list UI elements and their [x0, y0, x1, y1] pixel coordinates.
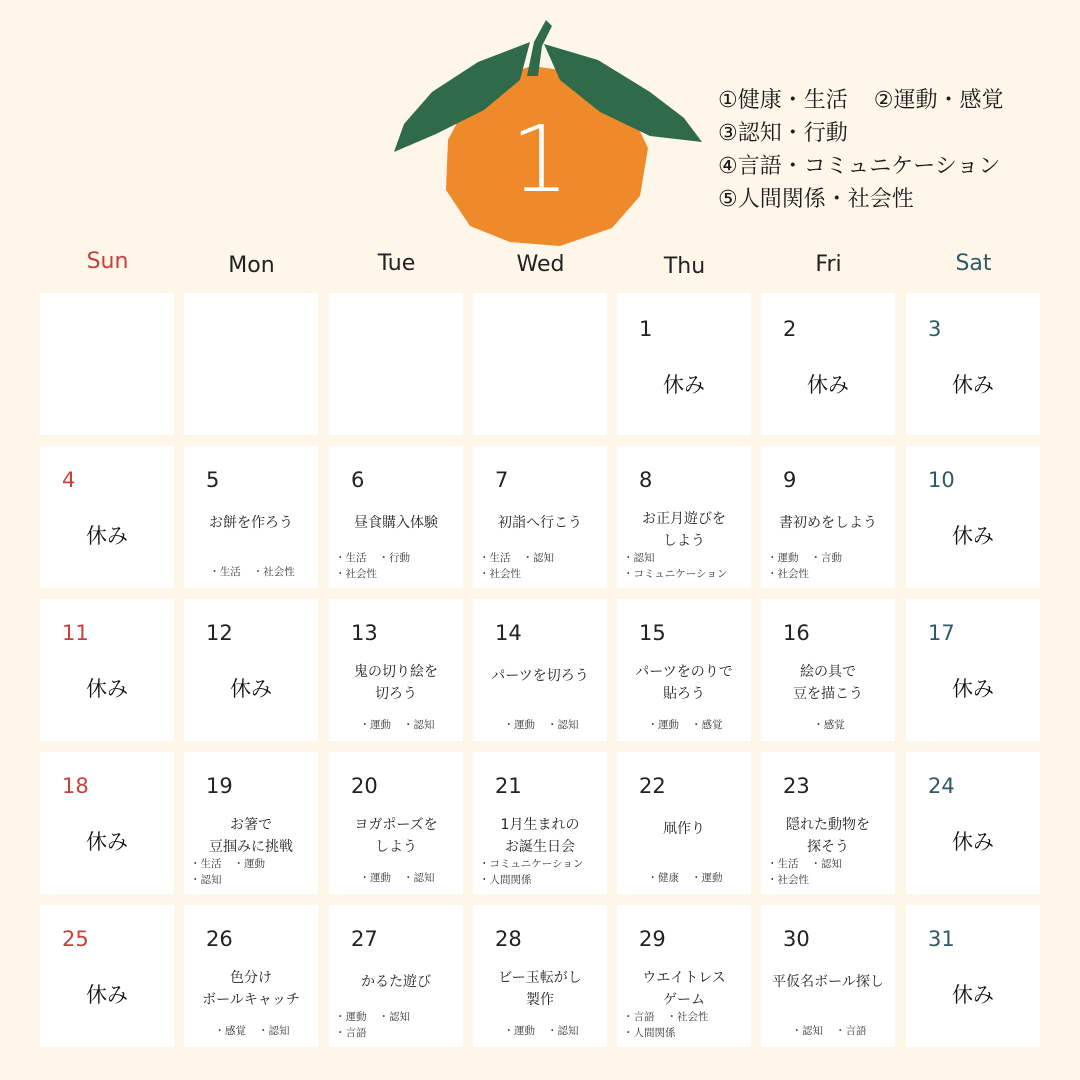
day-cell-20	[329, 752, 463, 894]
activity-title	[621, 508, 747, 552]
category-tag: ・認知	[258, 1025, 290, 1037]
day-number: 30	[783, 927, 810, 951]
day-number: 15	[639, 621, 666, 645]
activity-line: 昼食購入体験	[354, 515, 438, 531]
activity-line: ビー玉転がし	[498, 970, 582, 986]
holiday-label: 休み	[86, 830, 128, 854]
day-cell-3	[906, 293, 1040, 435]
day-number: 28	[495, 927, 522, 951]
legend-item: ①健康・生活	[718, 88, 848, 113]
activity-title	[621, 818, 747, 840]
day-cell-27	[329, 905, 463, 1047]
day-number: 12	[206, 621, 233, 645]
day-number: 31	[928, 927, 955, 951]
category-tag: ・人間関係	[479, 874, 532, 886]
day-number: 10	[928, 468, 955, 492]
category-tag: ・運動	[503, 1025, 535, 1037]
category-tag: ・運動	[233, 858, 265, 870]
category-tag: ・感覚	[214, 1025, 246, 1037]
day-cell-11	[40, 599, 174, 741]
day-cell-31	[906, 905, 1040, 1047]
day-number: 13	[351, 621, 378, 645]
category-tags	[335, 1009, 459, 1041]
day-cell-29	[617, 905, 751, 1047]
activity-line: パーツを切ろう	[491, 668, 589, 684]
day-cell-10	[906, 446, 1040, 588]
category-legend	[718, 84, 1003, 216]
category-tags	[767, 717, 891, 733]
category-tag: ・社会性	[252, 566, 295, 578]
day-cell-2	[761, 293, 895, 435]
activity-title	[765, 512, 891, 534]
day-cell-7	[473, 446, 607, 588]
category-tags	[190, 564, 314, 580]
activity-line: 豆掴みに挑戦	[209, 839, 293, 855]
category-tags	[767, 1023, 891, 1039]
tag-row	[479, 872, 603, 888]
activity-title	[765, 661, 891, 705]
category-tag: ・認知	[378, 1011, 410, 1023]
day-cell-24	[906, 752, 1040, 894]
legend-line	[718, 183, 1003, 216]
day-number: 29	[639, 927, 666, 951]
legend-line	[718, 117, 1003, 150]
weekday-label-tue: Tue	[377, 251, 416, 276]
category-tag: ・生活	[767, 858, 799, 870]
activity-title	[188, 512, 314, 534]
holiday-label: 休み	[952, 677, 994, 701]
tag-row	[623, 1025, 747, 1041]
category-tags	[479, 856, 603, 888]
activity-line: しよう	[663, 533, 705, 549]
day-number: 24	[928, 774, 955, 798]
day-cell-22	[617, 752, 751, 894]
category-tag: ・社会性	[767, 874, 809, 886]
tag-row	[623, 1009, 747, 1025]
category-tags	[479, 717, 603, 733]
tag-row	[623, 717, 747, 733]
category-tag: ・言語	[335, 1027, 367, 1039]
activity-title	[621, 661, 747, 705]
activity-line: 切ろう	[375, 686, 417, 702]
day-number: 18	[62, 774, 89, 798]
day-cell-18	[40, 752, 174, 894]
empty-day-cell	[184, 293, 318, 435]
holiday-label: 休み	[230, 677, 272, 701]
category-tag: ・コミュニケーション	[623, 568, 728, 580]
activity-title	[621, 967, 747, 1011]
day-cell-30	[761, 905, 895, 1047]
activity-line: 初詣へ行こう	[498, 515, 582, 531]
holiday-label: 休み	[952, 830, 994, 854]
activity-line: 書初めをしよう	[779, 515, 877, 531]
category-tag: ・社会性	[666, 1011, 709, 1023]
activity-line: 豆を描こう	[793, 686, 863, 702]
activity-line: 1月生まれの	[500, 817, 580, 833]
activity-line: 探そう	[807, 839, 849, 855]
activity-line: 絵の具で	[800, 664, 856, 680]
tag-row	[479, 1023, 603, 1039]
category-tags	[335, 550, 459, 582]
day-number: 16	[783, 621, 810, 645]
category-tag: ・運動	[691, 872, 723, 884]
tag-row	[190, 1023, 314, 1039]
day-cell-23	[761, 752, 895, 894]
day-number: 3	[928, 317, 942, 341]
activity-line: 貼ろう	[663, 686, 705, 702]
category-tags	[623, 717, 747, 733]
day-number: 2	[783, 317, 797, 341]
category-tag: ・社会性	[479, 568, 521, 580]
day-cell-19	[184, 752, 318, 894]
activity-line: お誕生日会	[505, 839, 575, 855]
tag-row	[335, 717, 459, 733]
day-cell-21	[473, 752, 607, 894]
activity-line: かるた遊び	[361, 974, 431, 990]
legend-line	[718, 84, 1003, 117]
day-cell-5	[184, 446, 318, 588]
category-tags	[623, 1009, 747, 1041]
category-tag: ・生活	[335, 552, 367, 564]
day-cell-28	[473, 905, 607, 1047]
tag-row	[767, 1023, 891, 1039]
tag-row	[190, 564, 314, 580]
activity-title	[333, 512, 459, 534]
tag-row	[335, 566, 459, 582]
day-cell-12	[184, 599, 318, 741]
tag-row	[190, 872, 314, 888]
category-tag: ・生活	[209, 566, 241, 578]
activity-title	[477, 967, 603, 1011]
category-tag: ・運動	[647, 719, 679, 731]
day-number: 23	[783, 774, 810, 798]
day-cell-6	[329, 446, 463, 588]
activity-line: 凧作り	[663, 821, 705, 837]
category-tag: ・社会性	[767, 568, 809, 580]
category-tag: ・運動	[767, 552, 799, 564]
category-tags	[335, 717, 459, 733]
day-number: 7	[495, 468, 509, 492]
legend-item: ②運動・感覚	[873, 88, 1004, 113]
tag-row	[335, 870, 459, 886]
activity-line: 色分け	[230, 970, 272, 986]
day-number: 14	[495, 621, 522, 645]
activity-title	[477, 665, 603, 687]
tag-row	[623, 566, 747, 582]
day-cell-16	[761, 599, 895, 741]
category-tag: ・言語	[623, 1011, 655, 1023]
empty-day-cell	[329, 293, 463, 435]
legend-item: ③認知・行動	[718, 121, 848, 146]
activity-title	[765, 971, 891, 993]
day-cell-14	[473, 599, 607, 741]
tag-row	[479, 550, 603, 566]
activity-line: ゲーム	[663, 992, 705, 1008]
category-tag: ・行動	[378, 552, 410, 564]
activity-line: お餅を作ろう	[209, 515, 293, 531]
activity-line: ウエイトレス	[642, 970, 726, 986]
tag-row	[479, 566, 603, 582]
category-tag: ・認知	[547, 719, 579, 731]
activity-title	[477, 814, 603, 858]
day-number: 26	[206, 927, 233, 951]
tag-row	[767, 856, 891, 872]
category-tags	[479, 550, 603, 582]
activity-title	[333, 971, 459, 993]
activity-line: 隠れた動物を	[786, 817, 870, 833]
activity-line: お箸で	[230, 817, 272, 833]
category-tag: ・健康	[647, 872, 679, 884]
category-tag: ・認知	[403, 719, 435, 731]
category-tag: ・運動	[359, 719, 391, 731]
day-cell-17	[906, 599, 1040, 741]
activity-line: お正月遊びを	[642, 511, 726, 527]
activity-title	[333, 661, 459, 705]
category-tag: ・感覚	[691, 719, 723, 731]
day-number: 5	[206, 468, 220, 492]
legend-line	[718, 150, 1003, 183]
holiday-label: 休み	[952, 373, 994, 397]
category-tag: ・生活	[190, 858, 222, 870]
category-tags	[190, 1023, 314, 1039]
category-tags	[767, 550, 891, 582]
weekday-header-row	[40, 250, 1040, 286]
day-number: 1	[639, 317, 653, 341]
legend-item: ⑤人間関係・社会性	[718, 187, 914, 212]
activity-title	[333, 814, 459, 858]
activity-line: しよう	[375, 839, 417, 855]
weekday-label-sun: Sun	[86, 249, 129, 274]
activity-line: 平仮名ボール探し	[772, 974, 884, 990]
day-cell-8	[617, 446, 751, 588]
day-cell-15	[617, 599, 751, 741]
category-tags	[623, 870, 747, 886]
category-tag: ・認知	[623, 552, 655, 564]
empty-day-cell	[473, 293, 607, 435]
category-tag: ・認知	[522, 552, 554, 564]
category-tag: ・社会性	[335, 568, 377, 580]
tag-row	[479, 856, 603, 872]
activity-title	[188, 967, 314, 1011]
day-number: 25	[62, 927, 89, 951]
category-tag: ・生活	[479, 552, 511, 564]
day-number: 4	[62, 468, 76, 492]
category-tags	[767, 856, 891, 888]
day-number: 11	[62, 621, 89, 645]
holiday-label: 休み	[952, 524, 994, 548]
tag-row	[335, 1009, 459, 1025]
holiday-label: 休み	[807, 373, 849, 397]
day-number: 8	[639, 468, 653, 492]
category-tag: ・認知	[190, 874, 222, 886]
tag-row	[623, 550, 747, 566]
weekday-label-mon: Mon	[228, 253, 275, 278]
category-tag: ・運動	[503, 719, 535, 731]
holiday-label: 休み	[663, 373, 705, 397]
activity-line: ヨガポーズを	[354, 817, 438, 833]
day-number: 6	[351, 468, 365, 492]
holiday-label: 休み	[952, 983, 994, 1007]
activity-title	[477, 512, 603, 534]
day-cell-9	[761, 446, 895, 588]
activity-title	[765, 814, 891, 858]
tag-row	[335, 550, 459, 566]
activity-line: パーツをのりで	[635, 664, 733, 680]
category-tag: ・認知	[791, 1025, 823, 1037]
category-tag: ・言動	[810, 552, 842, 564]
category-tags	[479, 1023, 603, 1039]
weekday-label-thu: Thu	[663, 254, 706, 279]
category-tag: ・認知	[403, 872, 435, 884]
weekday-label-fri: Fri	[815, 252, 842, 277]
tag-row	[767, 872, 891, 888]
day-cell-25	[40, 905, 174, 1047]
weekday-label-sat: Sat	[955, 251, 992, 276]
tag-row	[623, 870, 747, 886]
day-cell-13	[329, 599, 463, 741]
tag-row	[479, 717, 603, 733]
tag-row	[335, 1025, 459, 1041]
holiday-label: 休み	[86, 677, 128, 701]
category-tag: ・認知	[810, 858, 842, 870]
empty-day-cell	[40, 293, 174, 435]
tag-row	[767, 550, 891, 566]
month-number: 1	[510, 106, 570, 213]
category-tag: ・言語	[835, 1025, 867, 1037]
tag-row	[190, 856, 314, 872]
legend-item: ④言語・コミュニケーション	[718, 154, 1001, 179]
day-number: 20	[351, 774, 378, 798]
activity-title	[188, 814, 314, 858]
activity-line: 鬼の切り絵を	[354, 664, 438, 680]
day-number: 22	[639, 774, 666, 798]
category-tag: ・運動	[359, 872, 391, 884]
day-number: 9	[783, 468, 797, 492]
tag-row	[767, 717, 891, 733]
activity-line: 製作	[526, 992, 554, 1008]
holiday-label: 休み	[86, 524, 128, 548]
holiday-label: 休み	[86, 983, 128, 1007]
day-number: 27	[351, 927, 378, 951]
tag-row	[767, 566, 891, 582]
category-tag: ・運動	[335, 1011, 367, 1023]
category-tags	[190, 856, 314, 888]
category-tag: ・コミュニケーション	[479, 858, 584, 870]
calendar-grid	[40, 293, 1040, 1048]
category-tag: ・感覚	[813, 719, 845, 731]
day-number: 19	[206, 774, 233, 798]
day-cell-26	[184, 905, 318, 1047]
category-tags	[623, 550, 747, 582]
day-cell-4	[40, 446, 174, 588]
day-number: 17	[928, 621, 955, 645]
category-tag: ・認知	[547, 1025, 579, 1037]
category-tag: ・人間関係	[623, 1027, 676, 1039]
weekday-label-wed: Wed	[516, 252, 565, 277]
day-number: 21	[495, 774, 522, 798]
activity-line: ボールキャッチ	[202, 992, 300, 1008]
day-cell-1	[617, 293, 751, 435]
calendar-header	[0, 0, 1080, 255]
category-tags	[335, 870, 459, 886]
